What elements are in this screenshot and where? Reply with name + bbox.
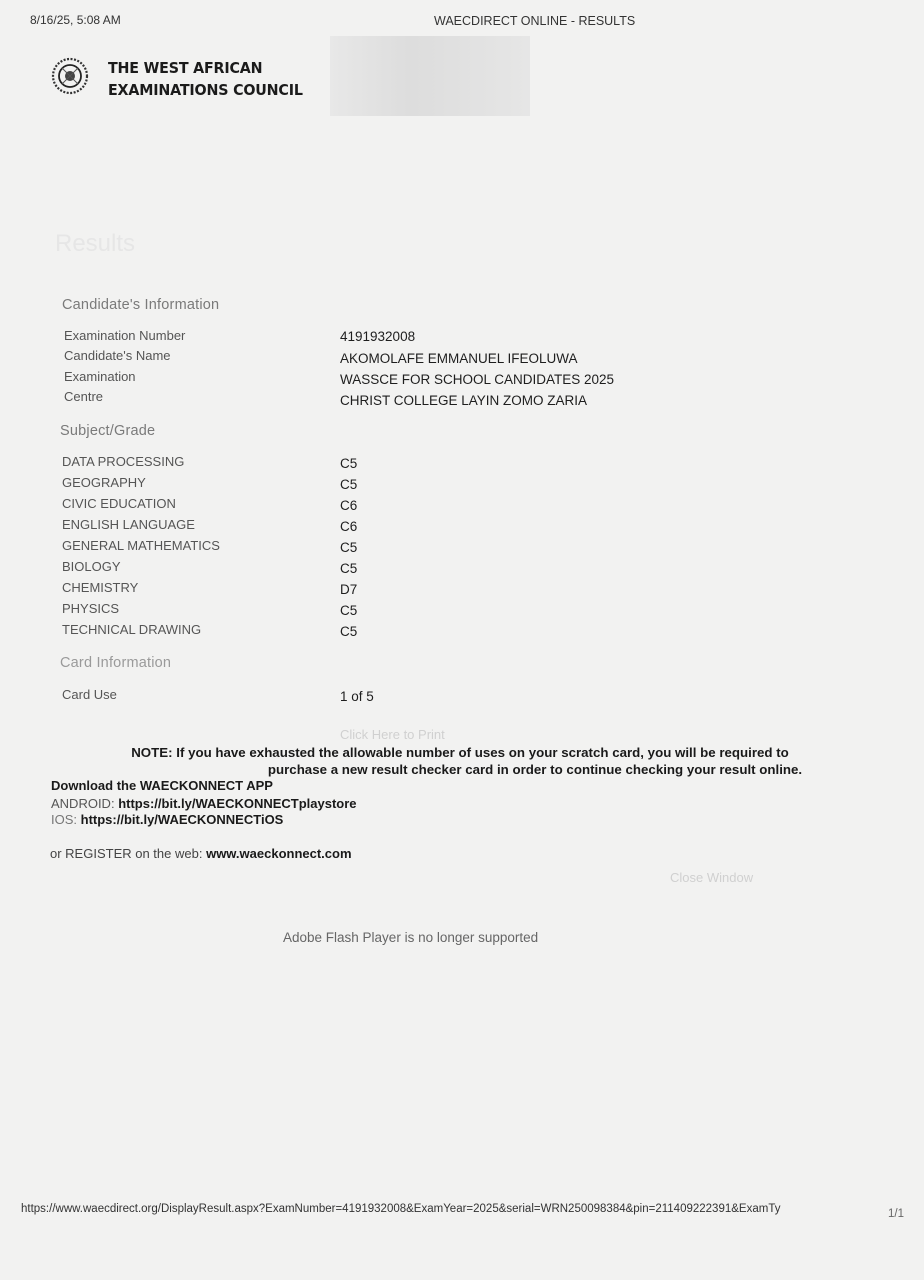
close-window-link[interactable]: Close Window	[670, 870, 754, 885]
subject-grade: C5	[340, 603, 358, 618]
value-centre: CHRIST COLLEGE LAYIN ZOMO ZARIA	[340, 393, 588, 408]
app-download-text: Download the WAECKONNECT APP	[51, 778, 273, 793]
android-link[interactable]: https://bit.ly/WAECKONNECTplaystore	[118, 796, 357, 811]
value-card-use: 1 of 5	[340, 689, 374, 704]
ios-label: IOS:	[51, 812, 78, 827]
subject-name: TECHNICAL DRAWING	[62, 622, 202, 637]
subject-name: BIOLOGY	[62, 559, 121, 574]
subject-grade: C5	[340, 456, 358, 471]
subject-name: GENERAL MATHEMATICS	[62, 538, 220, 553]
scratch-card-note	[60, 744, 860, 778]
note-line-1: NOTE: If you have exhausted the allowable number of uses on your scratch card, you will be required to	[131, 745, 789, 760]
subject-grade: C5	[340, 624, 358, 639]
web-register-prefix: or REGISTER on the web:	[50, 846, 203, 861]
subjects-section-title: Subject/Grade	[60, 423, 156, 439]
print-datetime: 8/16/25, 5:08 AM	[30, 13, 121, 27]
subject-grade: C6	[340, 519, 358, 534]
subject-name: ENGLISH LANGUAGE	[62, 517, 195, 532]
footer-url: https://www.waecdirect.org/DisplayResult.aspx?ExamNumber=4191932008&ExamYear=2025&serial=WRN250098384&pin=211409222391&ExamTy	[21, 1203, 781, 1215]
label-exam-number: Examination Number	[64, 328, 186, 343]
subject-name: PHYSICS	[62, 601, 120, 616]
print-link[interactable]: Click Here to Print	[340, 727, 445, 742]
org-line-2: EXAMINATIONS COUNCIL	[108, 81, 303, 99]
subject-grade: C5	[340, 540, 358, 555]
label-card-use: Card Use	[62, 687, 117, 702]
footer-page-number: 1/1	[888, 1208, 904, 1220]
value-exam-number: 4191932008	[340, 329, 416, 344]
org-line-1: THE WEST AFRICAN	[108, 59, 263, 77]
web-register-link[interactable]: www.waeckonnect.com	[206, 846, 352, 861]
print-title: WAECDIRECT ONLINE - RESULTS	[434, 14, 636, 28]
value-examination: WASSCE FOR SCHOOL CANDIDATES 2025	[340, 372, 615, 387]
subject-grade: C5	[340, 477, 358, 492]
waec-seal-icon	[50, 56, 90, 96]
flash-player-notice: Adobe Flash Player is no longer supported	[283, 930, 539, 945]
note-line-2: purchase a new result checker card in order to continue checking your result online.	[267, 762, 803, 777]
header-banner-image	[330, 36, 530, 116]
subject-grade: D7	[340, 582, 358, 597]
candidate-section-title: Candidate's Information	[62, 297, 220, 313]
android-label: ANDROID:	[51, 796, 115, 811]
subject-name: DATA PROCESSING	[62, 454, 185, 469]
ios-link[interactable]: https://bit.ly/WAECKONNECTiOS	[80, 812, 284, 827]
subject-grade: C6	[340, 498, 358, 513]
subject-name: CHEMISTRY	[62, 580, 139, 595]
label-examination: Examination	[64, 369, 136, 384]
page-title: Results	[55, 230, 136, 257]
card-section-title: Card Information	[60, 655, 172, 671]
label-centre: Centre	[64, 389, 104, 404]
value-candidate-name: AKOMOLAFE EMMANUEL IFEOLUWA	[340, 351, 578, 366]
organization-name	[108, 57, 303, 101]
subject-grade: C5	[340, 561, 358, 576]
subject-name: GEOGRAPHY	[62, 475, 146, 490]
subject-name: CIVIC EDUCATION	[62, 496, 176, 511]
label-candidate-name: Candidate's Name	[64, 348, 171, 363]
